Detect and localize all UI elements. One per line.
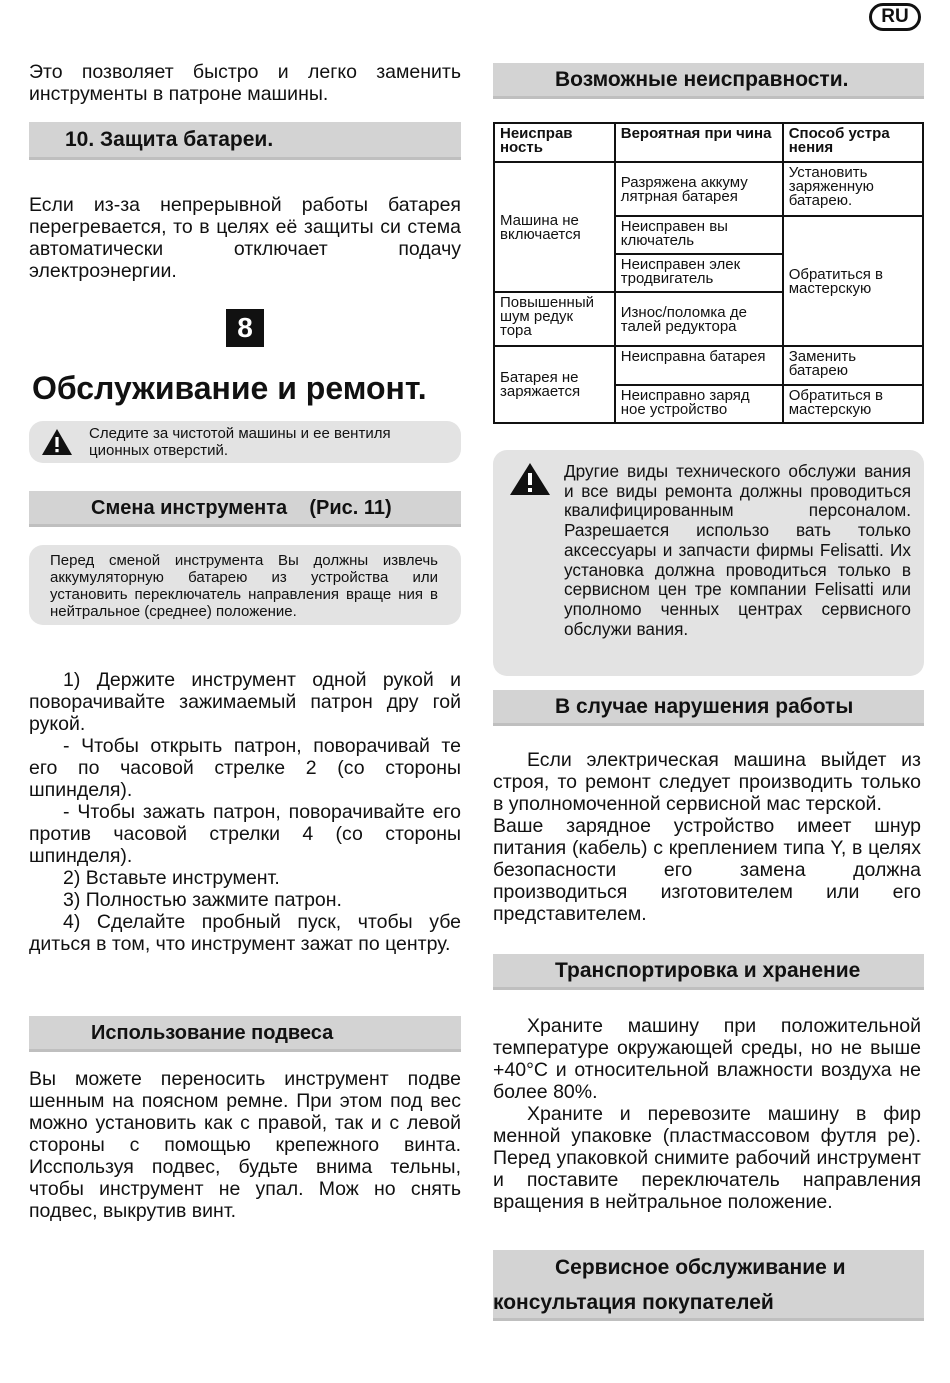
step-4: 4) Сделайте пробный пуск, чтобы убе диться в том, что инструмент зажат по центру. (29, 911, 461, 955)
table-row (494, 162, 923, 216)
cleanliness-note (29, 421, 461, 463)
cause-motor-faulty: Неисправен элек тродвигатель (615, 254, 783, 292)
cleanliness-note-text: Следите за чистотой машины и ее вентиля ционных отверстий. (89, 425, 391, 459)
storage-heading: Транспортировка и хранение (493, 954, 924, 990)
remedy-replace-battery: Заменить батарею (783, 346, 923, 385)
customer-service-heading (493, 1250, 924, 1321)
customer-service-heading-line-1: Сервисное обслуживание и (555, 1256, 846, 1279)
battery-protection-heading: 10. Защита батареи. (29, 122, 461, 160)
cause-battery-discharged: Разряжена аккуму лятрная батарея (615, 162, 783, 216)
storage-paragraph-2: Храните и перевозите машину в фир менной упаковке (пластмассовом футля ре). Перед упаковкой снимите рабочий инструмент и поставите переключатель направления вращения в нейтральное положение. (493, 1103, 921, 1213)
tool-change-note-text: Перед сменой инструмента Вы должны извлечь аккумуляторную батарею из устройства или установить переключатель направления враще ния в нейтральное (среднее) положение. (50, 552, 438, 620)
intro-paragraph: Это позволяет быстро и легко заменить инструменты в патроне машины. (29, 61, 461, 105)
section-title: Обслуживание и ремонт. (32, 370, 427, 406)
step-3: 3) Полностью зажмите патрон. (63, 889, 342, 911)
remedy-contact-workshop: Обратиться в мастерскую (783, 216, 923, 346)
step-1: 1) Держите инструмент одной рукой и поворачивайте зажимаемый патрон дру гой рукой. (29, 669, 461, 735)
service-warning-text: Другие виды технического обслужи вания и все виды ремонта должны проводиться квалифицированным персоналом. Разрешается использо вать только аксессуары и запчасти фирмы Felisatti. Их установка должна проводиться только в сервисном цен тре компании Felisatti или уполномо ченных центрах сервисного обслужи вания. (564, 461, 911, 639)
tool-change-steps (29, 669, 461, 955)
remedy-contact-workshop-2: Обратиться в мастерскую (783, 385, 923, 423)
cause-switch-faulty: Неисправен вы ключатель (615, 216, 783, 254)
cause-battery-faulty: Неисправна батарея (615, 346, 783, 385)
fault-not-charging: Батарея не заряжается (494, 346, 615, 423)
warning-icon (41, 428, 73, 456)
fault-gearbox-noise: Повышенный шум редук тора (494, 292, 615, 346)
language-badge: RU (869, 3, 921, 31)
hanger-paragraph: Вы можете переносить инструмент подве шенным на поясном ремне. При этом под вес можно установить как с правой, так и с левой стороны с помощью крепежного винта. Исспользуя подвес, будьте внима тельны, чтобы инструмент не упал. Мож но снять подвес, выкрутив винт. (29, 1068, 461, 1222)
faults-table (493, 122, 924, 424)
malfunction-heading: В случае нарушения работы (493, 690, 924, 726)
malfunction-paragraph-2: Ваше зарядное устройство имеет шнур питания (кабель) с креплением типа Y, в целях безопасности его замена должна производиться изготовителем или его представителем. (493, 815, 921, 925)
malfunction-paragraphs (493, 749, 921, 925)
header-fault: Неисправ ность (494, 123, 615, 162)
customer-service-heading-line-2: консультация покупателей (493, 1291, 774, 1314)
hanger-heading: Использование подвеса (29, 1016, 461, 1052)
header-remedy: Способ устра нения (783, 123, 923, 162)
cause-gear-wear: Износ/поломка де талей редуктора (615, 292, 783, 346)
tool-change-heading: Смена инструмента (Рис. 11) (29, 491, 461, 527)
faults-heading: Возможные неисправности. (493, 63, 924, 99)
warning-icon (509, 462, 551, 496)
storage-paragraph-1: Храните машину при положительной температуре окружающей среды, но не выше +40°С и относительной влажности воздуха не более 80%. (493, 1015, 921, 1103)
step-open-chuck: - Чтобы открыть патрон, поворачивай те его по часовой стрелке 2 (со стороны шпинделя). (29, 735, 461, 801)
tool-change-note (29, 545, 461, 625)
cause-charger-faulty: Неисправно заряд ное устройство (615, 385, 783, 423)
fault-wont-start: Машина не включается (494, 162, 615, 292)
step-2: 2) Вставьте инструмент. (63, 867, 280, 889)
malfunction-paragraph-1: Если электрическая машина выйдет из строя, то ремонт следует производить только в уполномоченной сервисной мас терской. (493, 749, 921, 815)
step-close-chuck: - Чтобы зажать патрон, поворачивайте его против часовой стрелки 4 (со стороны шпинделя). (29, 801, 461, 867)
header-cause: Вероятная при чина (615, 123, 783, 162)
section-number-badge: 8 (226, 309, 264, 347)
remedy-install-charged-battery: Установить заряженную батарею. (783, 162, 923, 216)
battery-protection-paragraph: Если из-за непрерывной работы батарея перегревается, то в целях её защиты си стема автоматически отключает подачу электроэнергии. (29, 194, 461, 282)
faults-table-header-row (494, 123, 923, 162)
storage-paragraphs (493, 1015, 921, 1213)
table-row (494, 346, 923, 385)
